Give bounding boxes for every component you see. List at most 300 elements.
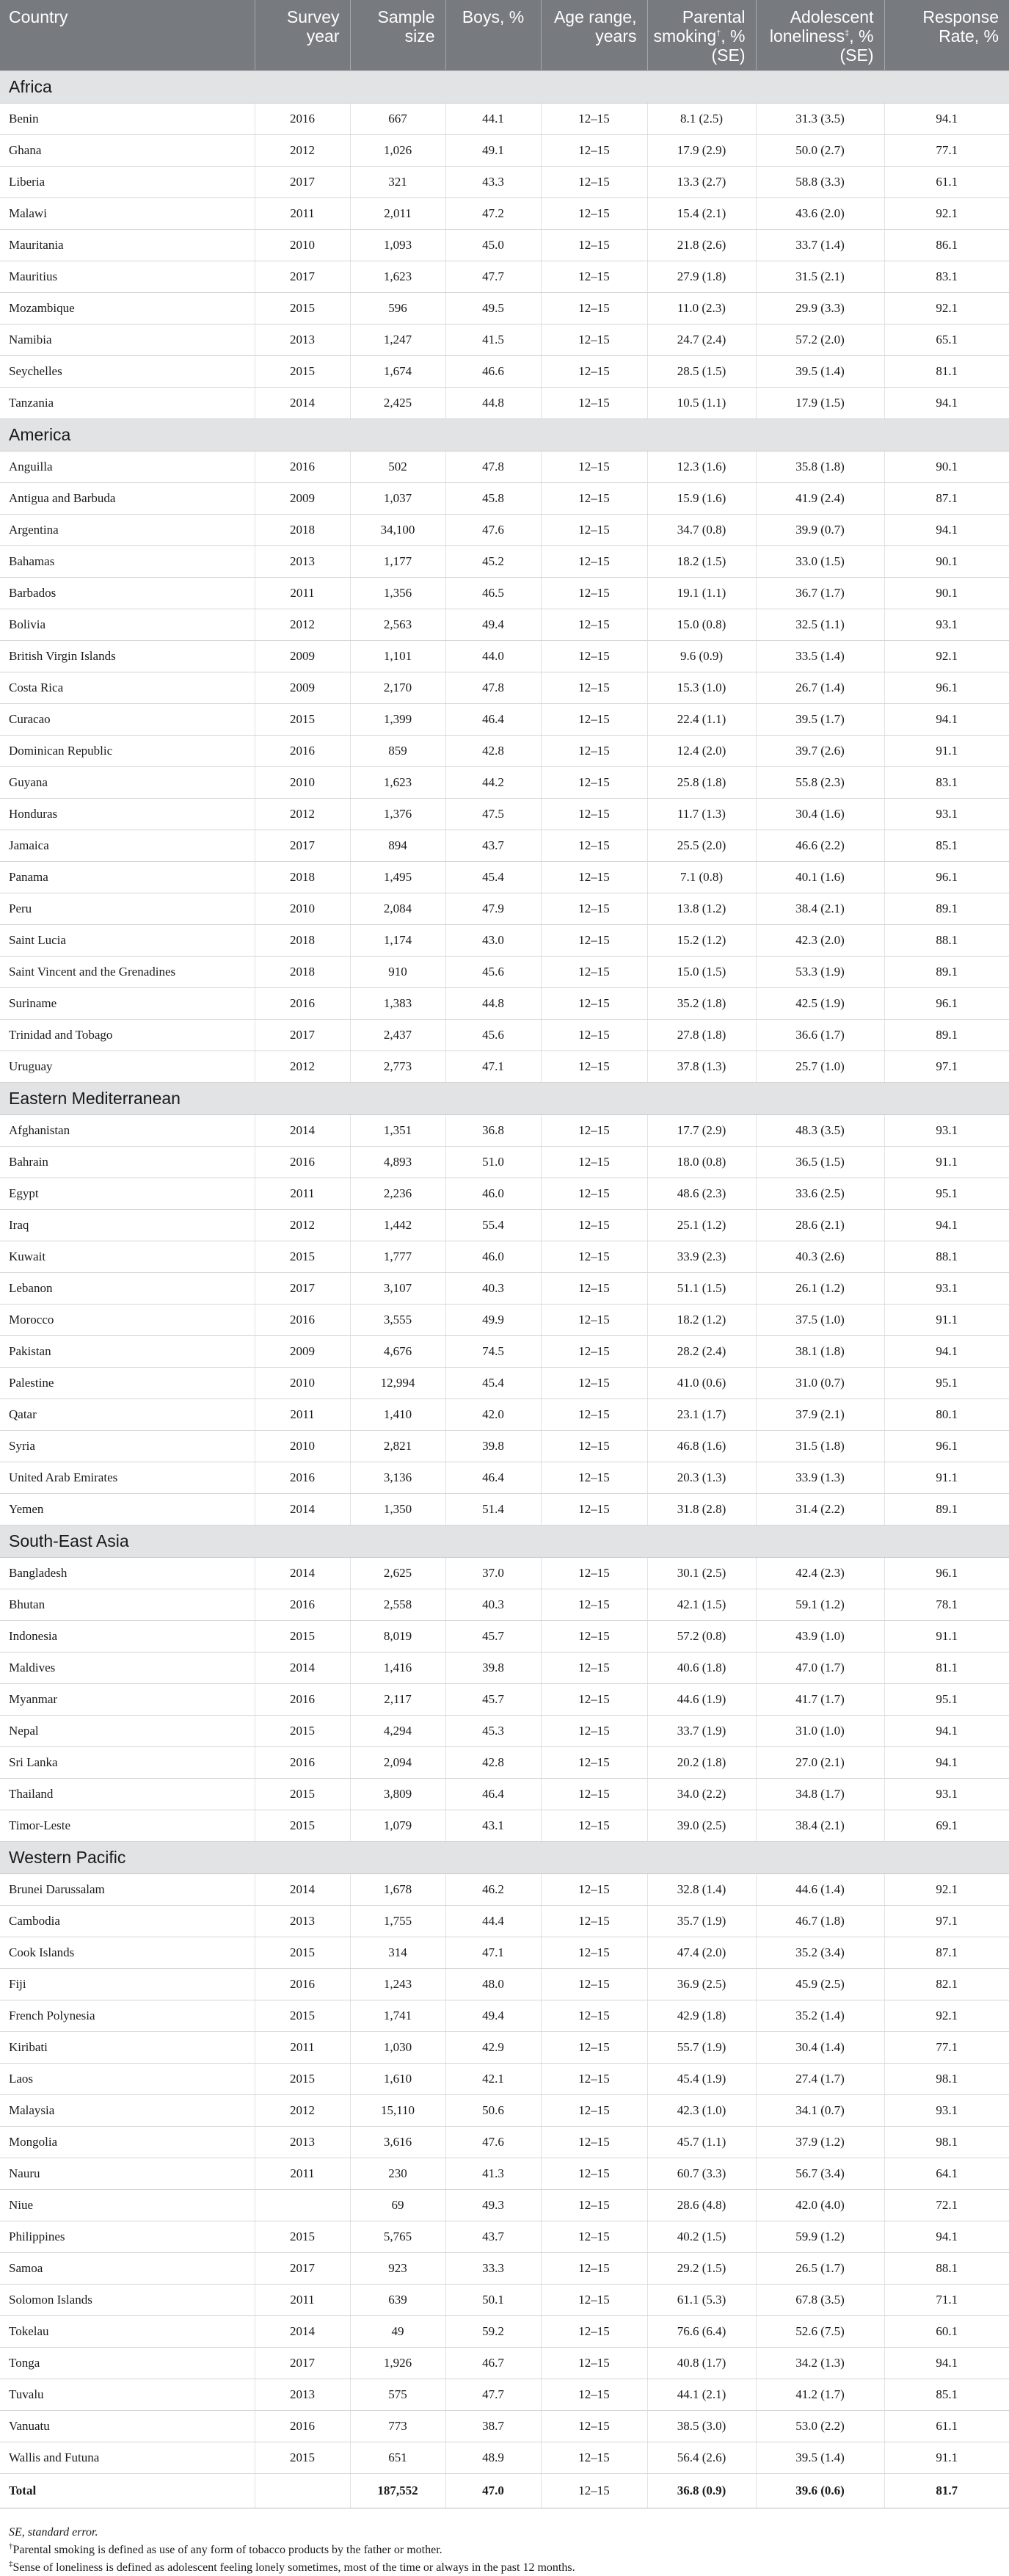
cell-age-range: 12–15 bbox=[541, 2315, 647, 2347]
cell-age-range: 12–15 bbox=[541, 387, 647, 418]
cell-age-range: 12–15 bbox=[541, 2000, 647, 2031]
table-row bbox=[0, 1557, 1009, 1589]
cell-sample-size: 1,399 bbox=[350, 703, 445, 735]
cell-sample-size: 502 bbox=[350, 451, 445, 482]
cell-loneliness: 38.4 (2.1) bbox=[756, 1810, 884, 1841]
cell-age-range: 12–15 bbox=[541, 1683, 647, 1715]
cell-country: Tanzania bbox=[0, 387, 255, 418]
cell-country: Panama bbox=[0, 861, 255, 893]
cell-loneliness: 37.9 (1.2) bbox=[756, 2126, 884, 2158]
cell-survey-year: 2014 bbox=[255, 1873, 350, 1905]
total-cell-response-rate: 81.7 bbox=[884, 2473, 1009, 2508]
table-row bbox=[0, 324, 1009, 355]
table-row bbox=[0, 2315, 1009, 2347]
cell-sample-size: 1,093 bbox=[350, 229, 445, 261]
table-row bbox=[0, 134, 1009, 166]
cell-loneliness: 59.9 (1.2) bbox=[756, 2221, 884, 2252]
cell-parental-smoking: 15.9 (1.6) bbox=[647, 482, 756, 514]
cell-loneliness: 46.6 (2.2) bbox=[756, 830, 884, 861]
cell-boys-pct: 47.1 bbox=[445, 1051, 541, 1082]
cell-sample-size: 639 bbox=[350, 2284, 445, 2315]
cell-response-rate: 95.1 bbox=[884, 1178, 1009, 1209]
cell-age-range: 12–15 bbox=[541, 577, 647, 609]
cell-boys-pct: 51.0 bbox=[445, 1146, 541, 1178]
cell-country: Nepal bbox=[0, 1715, 255, 1746]
cell-response-rate: 85.1 bbox=[884, 830, 1009, 861]
cell-survey-year: 2010 bbox=[255, 1367, 350, 1398]
table-row bbox=[0, 766, 1009, 798]
cell-age-range: 12–15 bbox=[541, 2442, 647, 2473]
cell-sample-size: 1,037 bbox=[350, 482, 445, 514]
cell-age-range: 12–15 bbox=[541, 134, 647, 166]
cell-loneliness: 17.9 (1.5) bbox=[756, 387, 884, 418]
cell-parental-smoking: 15.0 (1.5) bbox=[647, 956, 756, 987]
cell-age-range: 12–15 bbox=[541, 1019, 647, 1051]
cell-boys-pct: 49.5 bbox=[445, 292, 541, 324]
cell-survey-year: 2013 bbox=[255, 545, 350, 577]
cell-parental-smoking: 12.3 (1.6) bbox=[647, 451, 756, 482]
cell-sample-size: 1,243 bbox=[350, 1968, 445, 2000]
cell-boys-pct: 55.4 bbox=[445, 1209, 541, 1241]
cell-survey-year: 2016 bbox=[255, 103, 350, 134]
cell-survey-year: 2013 bbox=[255, 1905, 350, 1937]
table-row bbox=[0, 1873, 1009, 1905]
cell-country: Uruguay bbox=[0, 1051, 255, 1082]
cell-survey-year: 2018 bbox=[255, 514, 350, 545]
cell-country: Mozambique bbox=[0, 292, 255, 324]
footnote-double-dagger-mark: ‡ bbox=[9, 2559, 13, 2569]
cell-parental-smoking: 15.2 (1.2) bbox=[647, 924, 756, 956]
cell-loneliness: 67.8 (3.5) bbox=[756, 2284, 884, 2315]
cell-country: Brunei Darussalam bbox=[0, 1873, 255, 1905]
cell-loneliness: 39.9 (0.7) bbox=[756, 514, 884, 545]
cell-boys-pct: 42.8 bbox=[445, 735, 541, 766]
cell-sample-size: 2,821 bbox=[350, 1430, 445, 1462]
table-row bbox=[0, 2189, 1009, 2221]
cell-boys-pct: 41.3 bbox=[445, 2158, 541, 2189]
table-row bbox=[0, 1146, 1009, 1178]
cell-country: Anguilla bbox=[0, 451, 255, 482]
cell-loneliness: 50.0 (2.7) bbox=[756, 134, 884, 166]
cell-boys-pct: 42.1 bbox=[445, 2063, 541, 2094]
region-name: South-East Asia bbox=[0, 1525, 1009, 1557]
cell-country: Bhutan bbox=[0, 1589, 255, 1620]
cell-parental-smoking: 19.1 (1.1) bbox=[647, 577, 756, 609]
cell-boys-pct: 51.4 bbox=[445, 1493, 541, 1525]
table-row bbox=[0, 2379, 1009, 2410]
cell-country: Dominican Republic bbox=[0, 735, 255, 766]
cell-boys-pct: 44.2 bbox=[445, 766, 541, 798]
cell-survey-year: 2011 bbox=[255, 1398, 350, 1430]
cell-sample-size: 15,110 bbox=[350, 2094, 445, 2126]
cell-sample-size: 3,136 bbox=[350, 1462, 445, 1493]
cell-sample-size: 2,084 bbox=[350, 893, 445, 924]
cell-response-rate: 94.1 bbox=[884, 2347, 1009, 2379]
cell-boys-pct: 74.5 bbox=[445, 1335, 541, 1367]
table-row bbox=[0, 2410, 1009, 2442]
cell-survey-year: 2009 bbox=[255, 1335, 350, 1367]
cell-loneliness: 43.9 (1.0) bbox=[756, 1620, 884, 1652]
cell-response-rate: 77.1 bbox=[884, 2031, 1009, 2063]
cell-boys-pct: 40.3 bbox=[445, 1589, 541, 1620]
table-row bbox=[0, 798, 1009, 830]
cell-parental-smoking: 28.6 (4.8) bbox=[647, 2189, 756, 2221]
cell-sample-size: 894 bbox=[350, 830, 445, 861]
cell-sample-size: 1,101 bbox=[350, 640, 445, 672]
table-row bbox=[0, 2031, 1009, 2063]
cell-parental-smoking: 33.7 (1.9) bbox=[647, 1715, 756, 1746]
header-country: Country bbox=[0, 0, 255, 70]
cell-response-rate: 82.1 bbox=[884, 1968, 1009, 2000]
cell-age-range: 12–15 bbox=[541, 924, 647, 956]
table-row bbox=[0, 1715, 1009, 1746]
cell-country: Timor-Leste bbox=[0, 1810, 255, 1841]
cell-loneliness: 43.6 (2.0) bbox=[756, 197, 884, 229]
cell-parental-smoking: 37.8 (1.3) bbox=[647, 1051, 756, 1082]
cell-loneliness: 31.5 (1.8) bbox=[756, 1430, 884, 1462]
cell-response-rate: 92.1 bbox=[884, 1873, 1009, 1905]
cell-survey-year: 2016 bbox=[255, 1304, 350, 1335]
cell-age-range: 12–15 bbox=[541, 261, 647, 292]
cell-boys-pct: 45.4 bbox=[445, 861, 541, 893]
cell-country: Argentina bbox=[0, 514, 255, 545]
cell-age-range: 12–15 bbox=[541, 1367, 647, 1398]
cell-age-range: 12–15 bbox=[541, 1715, 647, 1746]
header-age-range: Age range, years bbox=[541, 0, 647, 70]
cell-sample-size: 321 bbox=[350, 166, 445, 197]
cell-loneliness: 38.1 (1.8) bbox=[756, 1335, 884, 1367]
cell-survey-year: 2016 bbox=[255, 1462, 350, 1493]
cell-age-range: 12–15 bbox=[541, 893, 647, 924]
cell-loneliness: 53.0 (2.2) bbox=[756, 2410, 884, 2442]
cell-survey-year: 2010 bbox=[255, 766, 350, 798]
cell-boys-pct: 47.5 bbox=[445, 798, 541, 830]
region-header-row bbox=[0, 1525, 1009, 1557]
cell-survey-year: 2012 bbox=[255, 609, 350, 640]
cell-country: Palestine bbox=[0, 1367, 255, 1398]
cell-country: Costa Rica bbox=[0, 672, 255, 703]
cell-boys-pct: 49.1 bbox=[445, 134, 541, 166]
cell-parental-smoking: 28.2 (2.4) bbox=[647, 1335, 756, 1367]
cell-parental-smoking: 34.0 (2.2) bbox=[647, 1778, 756, 1810]
cell-country: Malawi bbox=[0, 197, 255, 229]
cell-response-rate: 92.1 bbox=[884, 292, 1009, 324]
cell-sample-size: 2,117 bbox=[350, 1683, 445, 1715]
cell-parental-smoking: 56.4 (2.6) bbox=[647, 2442, 756, 2473]
table-row bbox=[0, 2063, 1009, 2094]
cell-age-range: 12–15 bbox=[541, 703, 647, 735]
cell-response-rate: 96.1 bbox=[884, 1430, 1009, 1462]
cell-sample-size: 1,741 bbox=[350, 2000, 445, 2031]
cell-sample-size: 8,019 bbox=[350, 1620, 445, 1652]
cell-age-range: 12–15 bbox=[541, 1272, 647, 1304]
table-row bbox=[0, 482, 1009, 514]
table-row bbox=[0, 1493, 1009, 1525]
cell-loneliness: 29.9 (3.3) bbox=[756, 292, 884, 324]
cell-response-rate: 78.1 bbox=[884, 1589, 1009, 1620]
table-row bbox=[0, 1778, 1009, 1810]
table-row bbox=[0, 1209, 1009, 1241]
cell-survey-year: 2016 bbox=[255, 2410, 350, 2442]
cell-sample-size: 2,236 bbox=[350, 1178, 445, 1209]
region-name: Eastern Mediterranean bbox=[0, 1082, 1009, 1114]
cell-parental-smoking: 18.2 (1.2) bbox=[647, 1304, 756, 1335]
cell-parental-smoking: 25.8 (1.8) bbox=[647, 766, 756, 798]
cell-parental-smoking: 13.3 (2.7) bbox=[647, 166, 756, 197]
cell-country: Kiribati bbox=[0, 2031, 255, 2063]
cell-age-range: 12–15 bbox=[541, 355, 647, 387]
cell-loneliness: 30.4 (1.6) bbox=[756, 798, 884, 830]
cell-loneliness: 41.2 (1.7) bbox=[756, 2379, 884, 2410]
cell-boys-pct: 49.3 bbox=[445, 2189, 541, 2221]
table-row bbox=[0, 1304, 1009, 1335]
header-boys: Boys, % bbox=[445, 0, 541, 70]
cell-boys-pct: 50.1 bbox=[445, 2284, 541, 2315]
region-name: Western Pacific bbox=[0, 1841, 1009, 1873]
cell-boys-pct: 46.4 bbox=[445, 703, 541, 735]
table-row bbox=[0, 1810, 1009, 1841]
cell-sample-size: 1,623 bbox=[350, 766, 445, 798]
cell-survey-year: 2013 bbox=[255, 324, 350, 355]
cell-survey-year: 2009 bbox=[255, 640, 350, 672]
cell-survey-year: 2016 bbox=[255, 1968, 350, 2000]
cell-survey-year: 2017 bbox=[255, 1272, 350, 1304]
cell-response-rate: 97.1 bbox=[884, 1051, 1009, 1082]
cell-parental-smoking: 40.6 (1.8) bbox=[647, 1652, 756, 1683]
cell-parental-smoking: 55.7 (1.9) bbox=[647, 2031, 756, 2063]
cell-response-rate: 96.1 bbox=[884, 987, 1009, 1019]
region-name: America bbox=[0, 418, 1009, 451]
cell-survey-year bbox=[255, 2189, 350, 2221]
cell-survey-year: 2012 bbox=[255, 134, 350, 166]
cell-response-rate: 92.1 bbox=[884, 2000, 1009, 2031]
cell-boys-pct: 42.0 bbox=[445, 1398, 541, 1430]
cell-parental-smoking: 15.3 (1.0) bbox=[647, 672, 756, 703]
cell-country: Ghana bbox=[0, 134, 255, 166]
cell-survey-year: 2015 bbox=[255, 1715, 350, 1746]
cell-country: Wallis and Futuna bbox=[0, 2442, 255, 2473]
cell-sample-size: 1,678 bbox=[350, 1873, 445, 1905]
cell-loneliness: 34.1 (0.7) bbox=[756, 2094, 884, 2126]
footnote-dagger-mark: † bbox=[9, 2541, 13, 2551]
footnote-dagger bbox=[9, 2542, 1000, 2558]
table-row bbox=[0, 1905, 1009, 1937]
cell-response-rate: 92.1 bbox=[884, 640, 1009, 672]
cell-survey-year: 2011 bbox=[255, 577, 350, 609]
cell-loneliness: 47.0 (1.7) bbox=[756, 1652, 884, 1683]
cell-country: United Arab Emirates bbox=[0, 1462, 255, 1493]
table-row bbox=[0, 387, 1009, 418]
cell-survey-year: 2017 bbox=[255, 2347, 350, 2379]
cell-response-rate: 85.1 bbox=[884, 2379, 1009, 2410]
cell-country: Trinidad and Tobago bbox=[0, 1019, 255, 1051]
cell-parental-smoking: 31.8 (2.8) bbox=[647, 1493, 756, 1525]
cell-loneliness: 26.7 (1.4) bbox=[756, 672, 884, 703]
cell-country: Kuwait bbox=[0, 1241, 255, 1272]
cell-loneliness: 52.6 (7.5) bbox=[756, 2315, 884, 2347]
cell-loneliness: 28.6 (2.1) bbox=[756, 1209, 884, 1241]
cell-sample-size: 314 bbox=[350, 1937, 445, 1968]
cell-age-range: 12–15 bbox=[541, 609, 647, 640]
cell-parental-smoking: 46.8 (1.6) bbox=[647, 1430, 756, 1462]
double-dagger-mark: ‡ bbox=[845, 29, 850, 38]
table-row bbox=[0, 956, 1009, 987]
cell-country: Syria bbox=[0, 1430, 255, 1462]
table-row bbox=[0, 355, 1009, 387]
cell-boys-pct: 45.7 bbox=[445, 1620, 541, 1652]
cell-sample-size: 2,625 bbox=[350, 1557, 445, 1589]
cell-response-rate: 81.1 bbox=[884, 1652, 1009, 1683]
cell-sample-size: 49 bbox=[350, 2315, 445, 2347]
cell-loneliness: 42.0 (4.0) bbox=[756, 2189, 884, 2221]
cell-loneliness: 42.5 (1.9) bbox=[756, 987, 884, 1019]
cell-age-range: 12–15 bbox=[541, 1462, 647, 1493]
cell-sample-size: 1,356 bbox=[350, 577, 445, 609]
cell-parental-smoking: 15.0 (0.8) bbox=[647, 609, 756, 640]
cell-country: Seychelles bbox=[0, 355, 255, 387]
cell-parental-smoking: 7.1 (0.8) bbox=[647, 861, 756, 893]
cell-loneliness: 40.3 (2.6) bbox=[756, 1241, 884, 1272]
cell-country: Bahamas bbox=[0, 545, 255, 577]
cell-survey-year: 2017 bbox=[255, 1019, 350, 1051]
table-row bbox=[0, 2221, 1009, 2252]
cell-response-rate: 93.1 bbox=[884, 1272, 1009, 1304]
cell-country: Samoa bbox=[0, 2252, 255, 2284]
table-row bbox=[0, 1398, 1009, 1430]
cell-boys-pct: 47.7 bbox=[445, 2379, 541, 2410]
cell-parental-smoking: 20.3 (1.3) bbox=[647, 1462, 756, 1493]
total-cell-loneliness: 39.6 (0.6) bbox=[756, 2473, 884, 2508]
cell-age-range: 12–15 bbox=[541, 956, 647, 987]
table-row bbox=[0, 735, 1009, 766]
cell-loneliness: 42.3 (2.0) bbox=[756, 924, 884, 956]
cell-sample-size: 1,610 bbox=[350, 2063, 445, 2094]
cell-parental-smoking: 40.2 (1.5) bbox=[647, 2221, 756, 2252]
cell-response-rate: 88.1 bbox=[884, 2252, 1009, 2284]
cell-survey-year: 2015 bbox=[255, 1937, 350, 1968]
cell-country: Saint Vincent and the Grenadines bbox=[0, 956, 255, 987]
cell-parental-smoking: 17.7 (2.9) bbox=[647, 1114, 756, 1146]
cell-response-rate: 61.1 bbox=[884, 2410, 1009, 2442]
cell-response-rate: 95.1 bbox=[884, 1683, 1009, 1715]
cell-country: Morocco bbox=[0, 1304, 255, 1335]
cell-sample-size: 3,107 bbox=[350, 1272, 445, 1304]
cell-sample-size: 1,177 bbox=[350, 545, 445, 577]
table-row bbox=[0, 103, 1009, 134]
cell-age-range: 12–15 bbox=[541, 2252, 647, 2284]
cell-survey-year: 2015 bbox=[255, 1810, 350, 1841]
cell-boys-pct: 48.0 bbox=[445, 1968, 541, 2000]
cell-survey-year: 2015 bbox=[255, 2063, 350, 2094]
cell-age-range: 12–15 bbox=[541, 1178, 647, 1209]
cell-response-rate: 94.1 bbox=[884, 1335, 1009, 1367]
cell-survey-year: 2017 bbox=[255, 830, 350, 861]
cell-country: Curacao bbox=[0, 703, 255, 735]
cell-sample-size: 1,623 bbox=[350, 261, 445, 292]
cell-parental-smoking: 44.1 (2.1) bbox=[647, 2379, 756, 2410]
cell-boys-pct: 43.3 bbox=[445, 166, 541, 197]
cell-survey-year: 2014 bbox=[255, 1557, 350, 1589]
cell-country: Malaysia bbox=[0, 2094, 255, 2126]
cell-age-range: 12–15 bbox=[541, 1241, 647, 1272]
table-row bbox=[0, 1367, 1009, 1398]
cell-response-rate: 97.1 bbox=[884, 1905, 1009, 1937]
cell-age-range: 12–15 bbox=[541, 1968, 647, 2000]
cell-survey-year: 2016 bbox=[255, 1683, 350, 1715]
cell-response-rate: 91.1 bbox=[884, 1304, 1009, 1335]
table-row bbox=[0, 197, 1009, 229]
cell-survey-year: 2011 bbox=[255, 2158, 350, 2189]
cell-sample-size: 4,676 bbox=[350, 1335, 445, 1367]
cell-parental-smoking: 42.9 (1.8) bbox=[647, 2000, 756, 2031]
cell-survey-year: 2015 bbox=[255, 1241, 350, 1272]
total-cell-survey-year bbox=[255, 2473, 350, 2508]
cell-country: Fiji bbox=[0, 1968, 255, 2000]
cell-age-range: 12–15 bbox=[541, 987, 647, 1019]
cell-loneliness: 46.7 (1.8) bbox=[756, 1905, 884, 1937]
header-parental-smoking bbox=[647, 0, 756, 70]
table-row bbox=[0, 166, 1009, 197]
region-header-row bbox=[0, 70, 1009, 103]
cell-age-range: 12–15 bbox=[541, 545, 647, 577]
cell-parental-smoking: 30.1 (2.5) bbox=[647, 1557, 756, 1589]
cell-parental-smoking: 47.4 (2.0) bbox=[647, 1937, 756, 1968]
footnote-dagger-text: Parental smoking is defined as use of any form of tobacco products by the father or mother. bbox=[12, 2543, 442, 2556]
cell-sample-size: 5,765 bbox=[350, 2221, 445, 2252]
cell-age-range: 12–15 bbox=[541, 1430, 647, 1462]
cell-loneliness: 33.0 (1.5) bbox=[756, 545, 884, 577]
cell-sample-size: 1,755 bbox=[350, 1905, 445, 1937]
cell-response-rate: 91.1 bbox=[884, 2442, 1009, 2473]
cell-response-rate: 86.1 bbox=[884, 229, 1009, 261]
cell-boys-pct: 45.8 bbox=[445, 482, 541, 514]
cell-country: Liberia bbox=[0, 166, 255, 197]
cell-response-rate: 65.1 bbox=[884, 324, 1009, 355]
cell-sample-size: 2,170 bbox=[350, 672, 445, 703]
cell-response-rate: 88.1 bbox=[884, 1241, 1009, 1272]
cell-age-range: 12–15 bbox=[541, 830, 647, 861]
cell-age-range: 12–15 bbox=[541, 292, 647, 324]
cell-age-range: 12–15 bbox=[541, 1209, 647, 1241]
cell-age-range: 12–15 bbox=[541, 2347, 647, 2379]
cell-response-rate: 90.1 bbox=[884, 451, 1009, 482]
cell-survey-year: 2009 bbox=[255, 482, 350, 514]
cell-age-range: 12–15 bbox=[541, 1304, 647, 1335]
cell-survey-year: 2010 bbox=[255, 229, 350, 261]
cell-country: Mauritania bbox=[0, 229, 255, 261]
cell-loneliness: 56.7 (3.4) bbox=[756, 2158, 884, 2189]
cell-response-rate: 77.1 bbox=[884, 134, 1009, 166]
cell-parental-smoking: 9.6 (0.9) bbox=[647, 640, 756, 672]
cell-survey-year: 2009 bbox=[255, 672, 350, 703]
cell-age-range: 12–15 bbox=[541, 229, 647, 261]
region-name: Africa bbox=[0, 70, 1009, 103]
table-row bbox=[0, 640, 1009, 672]
cell-boys-pct: 40.3 bbox=[445, 1272, 541, 1304]
cell-response-rate: 89.1 bbox=[884, 1019, 1009, 1051]
region-header-row bbox=[0, 418, 1009, 451]
region-header-row bbox=[0, 1841, 1009, 1873]
cell-boys-pct: 46.5 bbox=[445, 577, 541, 609]
cell-boys-pct: 46.4 bbox=[445, 1778, 541, 1810]
cell-parental-smoking: 35.2 (1.8) bbox=[647, 987, 756, 1019]
cell-country: Mauritius bbox=[0, 261, 255, 292]
cell-age-range: 12–15 bbox=[541, 2410, 647, 2442]
cell-parental-smoking: 12.4 (2.0) bbox=[647, 735, 756, 766]
cell-sample-size: 2,094 bbox=[350, 1746, 445, 1778]
cell-sample-size: 1,350 bbox=[350, 1493, 445, 1525]
cell-country: Iraq bbox=[0, 1209, 255, 1241]
